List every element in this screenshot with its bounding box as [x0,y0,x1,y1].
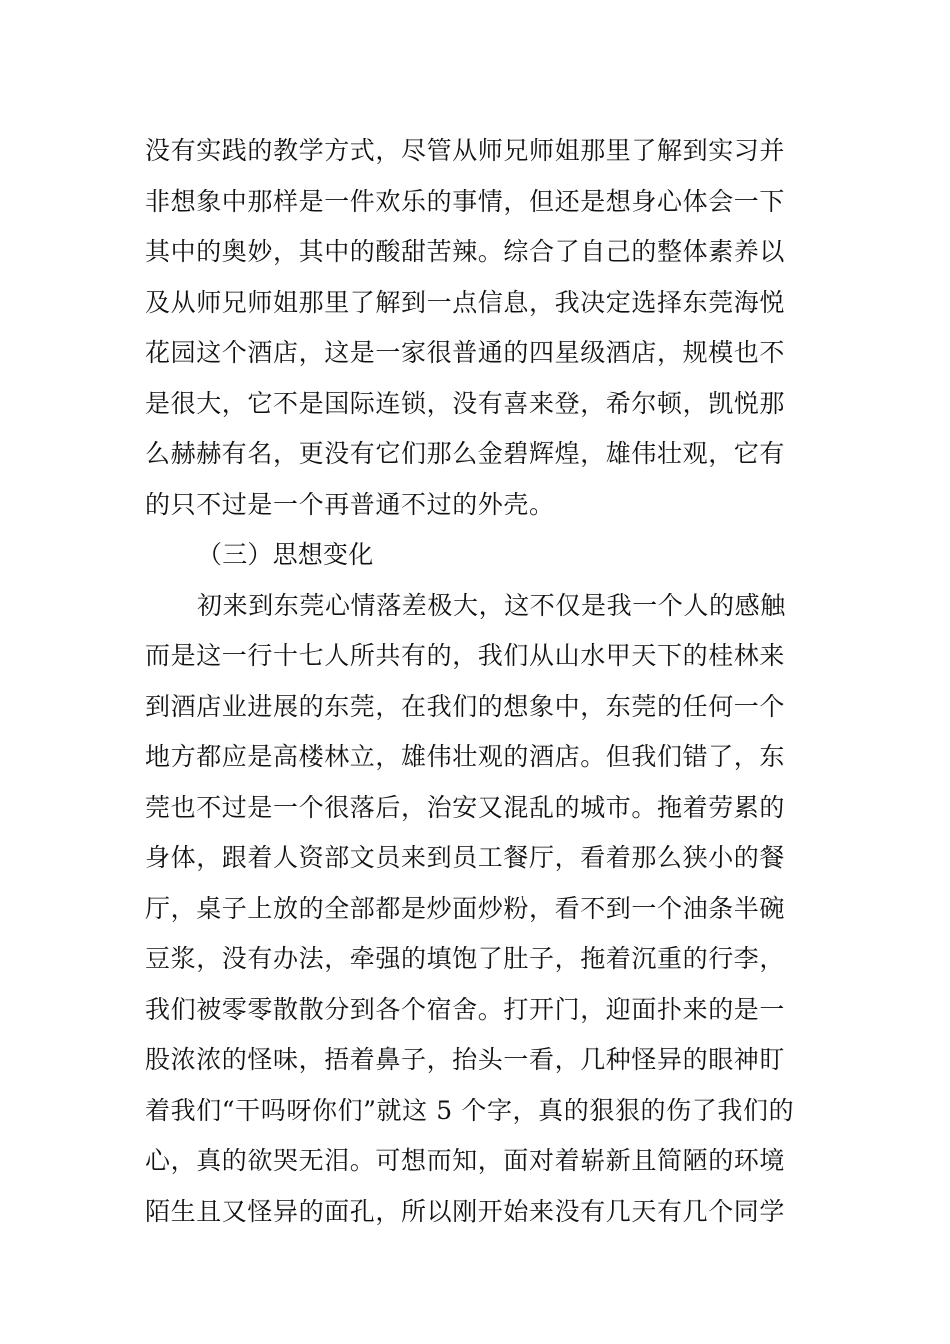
text-line: 花园这个酒店，这是一家很普通的四星级酒店，规模也不 [145,338,786,367]
text-line: 其中的奥妙，其中的酸甜苦辣。综合了自己的整体素养以 [145,237,786,266]
text-line: 豆浆，没有办法，牵强的填饱了肚子，拖着沉重的行李， [145,944,786,973]
text-line: 股浓浓的怪味，捂着鼻子，抬头一看，几种怪异的眼神盯 [145,1045,786,1074]
text-line: 着我们“干吗呀你们”就这 5 个字，真的狠狠的伤了我们的 [145,1095,795,1125]
text-line: 非想象中那样是一件欢乐的事情，但还是想身心体会一下 [145,186,786,216]
text-line: 到酒店业进展的东莞，在我们的想象中，东莞的任何一个 [145,691,786,721]
text-line: 没有实践的教学方式，尽管从师兄师姐那里了解到实习并 [145,136,786,165]
text-line: 莞也不过是一个很落后，治安又混乱的城市。拖着劳累的 [145,792,786,822]
text-line: 么赫赫有名，更没有它们那么金碧辉煌，雄伟壮观，它有 [145,439,786,468]
text-line: 而是这一行十七人所共有的，我们从山水甲天下的桂林来 [145,641,786,670]
text-line: 的只不过是一个再普通不过的外壳。 [145,489,555,519]
paragraph-first-line: 初来到东莞心情落差极大，这不仅是我一个人的感触 [197,590,786,620]
text-line: 我们被零零散散分到各个宿舍。打开门，迎面扑来的是一 [145,994,786,1024]
text-line: 地方都应是高楼林立，雄伟壮观的酒店。但我们错了，东 [145,742,786,771]
text-line: 厅，桌子上放的全部都是炒面炒粉，看不到一个油条半碗 [145,893,786,923]
text-line: 陌生且又怪异的面孔，所以刚开始来没有几天有几个同学 [145,1196,786,1226]
text-line: 心，真的欲哭无泪。可想而知，面对着崭新且简陋的环境 [145,1146,786,1175]
body-text [145,126,810,1237]
text-line: 及从师兄师姐那里了解到一点信息，我决定选择东莞海悦 [145,287,786,317]
text-line: 身体，跟着人资部文员来到员工餐厅，看着那么狭小的餐 [145,843,786,872]
section-heading: （三）思想变化 [197,540,374,569]
text-line: 是很大，它不是国际连锁，没有喜来登，希尔顿，凯悦那 [145,388,786,418]
